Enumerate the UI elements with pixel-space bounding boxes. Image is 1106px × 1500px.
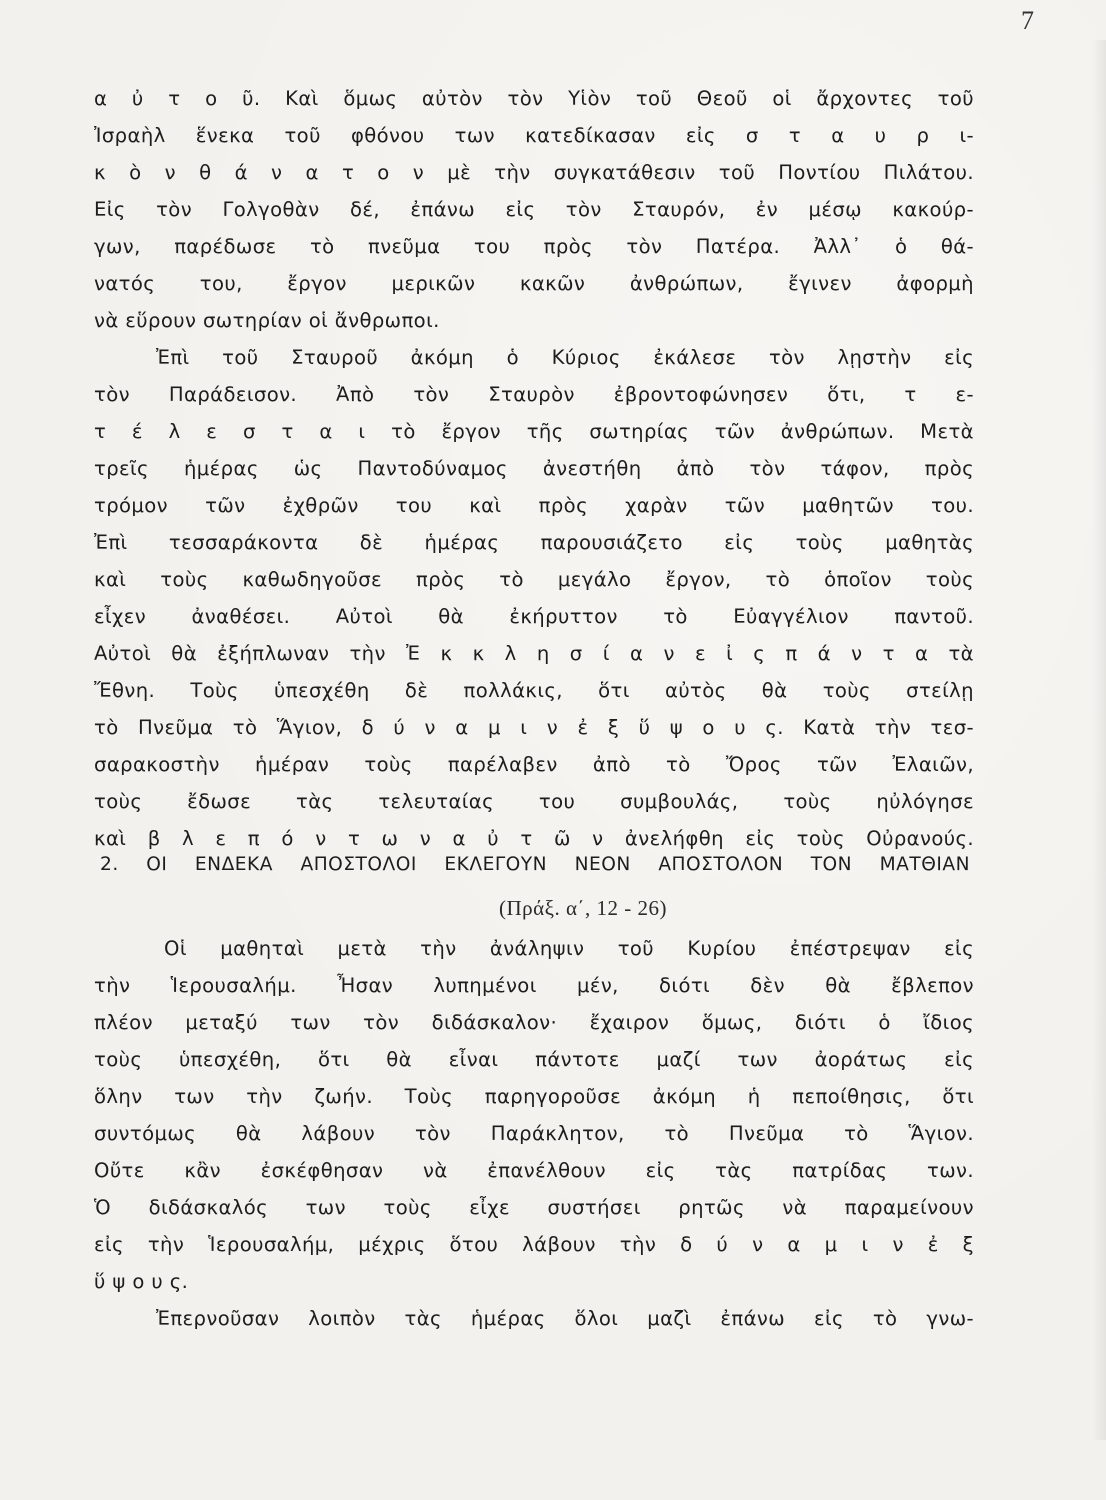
text-line: Ὁ διδάσκαλός των τοὺς εἶχε συστήσει ρητῶς νὰ παραμείνουν [94,1196,974,1219]
text-block-top [94,80,974,857]
text-line: τοὺς ἔδωσε τὰς τελευταίας του συμβουλάς, τοὺς ηὐλόγησε [94,790,974,813]
text-line: α ὐ τ ο ῦ. Καὶ ὅμως αὐτὸν τὸν Υἱὸν τοῦ Θεοῦ οἱ ἄρχοντες τοῦ [94,87,974,110]
page-edge-shadow [1092,40,1106,1440]
text-line: τ έ λ ε σ τ α ι τὸ ἔργον τῆς σωτηρίας τῶν ἀνθρώπων. Μετὰ [94,420,974,443]
page-number: 7 [1021,6,1034,35]
section-heading: 2. ΟΙ ΕΝΔΕΚΑ ΑΠΟΣΤΟΛΟΙ ΕΚΛΕΓΟΥΝ ΝΕΟΝ ΑΠΟΣΤΟΛΟΝ ΤΟΝ ΜΑΤΘΙΑΝ [100,854,970,875]
text-block-bottom [94,930,974,1337]
text-line: κ ὸ ν θ ά ν α τ ο ν μὲ τὴν συγκατάθεσιν τοῦ Ποντίου Πιλάτου. [94,161,974,184]
text-line: καὶ τοὺς καθωδηγοῦσε πρὸς τὸ μεγάλο ἔργον, τὸ ὁποῖον τοὺς [94,568,974,591]
text-line: συντόμως θὰ λάβουν τὸν Παράκλητον, τὸ Πνεῦμα τὸ Ἅγιον. [94,1122,974,1145]
text-line: εἰς τὴν Ἱερουσαλήμ, μέχρις ὅτου λάβουν τὴν δ ύ ν α μ ι ν ἐ ξ [94,1233,974,1256]
text-line: εἶχεν ἀναθέσει. Αὐτοὶ θὰ ἐκήρυττον τὸ Εὐαγγέλιον παντοῦ. [94,605,974,628]
text-line: τρόμον τῶν ἐχθρῶν του καὶ πρὸς χαρὰν τῶν μαθητῶν του. [94,494,974,517]
text-line: Ἐπὶ τοῦ Σταυροῦ ἀκόμη ὁ Κύριος ἐκάλεσε τὸν λῃστὴν εἰς [156,346,974,369]
text-line: Ἔθνη. Τοὺς ὑπεσχέθη δὲ πολλάκις, ὅτι αὐτὸς θὰ τοὺς στείλῃ [94,679,974,702]
text-line: Εἰς τὸν Γολγοθὰν δέ, ἐπάνω εἰς τὸν Σταυρόν, ἐν μέσῳ κακούρ- [94,198,974,221]
text-line: πλέον μεταξύ των τὸν διδάσκαλον· ἔχαιρον ὅμως, διότι ὁ ἴδιος [94,1011,974,1034]
text-line: Αὐτοὶ θὰ ἐξήπλωναν τὴν Ἐ κ κ λ η σ ί α ν ε ἰ ς π ά ν τ α τὰ [94,642,974,665]
text-line: Οἱ μαθηταὶ μετὰ τὴν ἀνάληψιν τοῦ Κυρίου ἐπέστρεψαν εἰς [164,937,974,960]
text-line: τοὺς ὑπεσχέθη, ὅτι θὰ εἶναι πάντοτε μαζί των ἀοράτως εἰς [94,1048,974,1071]
scripture-reference: (Πράξ. α΄, 12 - 26) [499,896,667,920]
text-line: τὸν Παράδεισον. Ἀπὸ τὸν Σταυρὸν ἐβροντοφώνησεν ὅτι, τ ε- [94,383,974,406]
text-line: νατός του, ἔργον μερικῶν κακῶν ἀνθρώπων, ἔγινεν ἀφορμὴ [94,272,974,295]
text-line: σαρακοστὴν ἡμέραν τοὺς παρέλαβεν ἀπὸ τὸ Ὄρος τῶν Ἐλαιῶν, [94,753,974,776]
text-line: καὶ β λ ε π ό ν τ ω ν α ὐ τ ῶ ν ἀνελήφθη εἰς τοὺς Οὐρανούς. [94,827,974,850]
text-line: γων, παρέδωσε τὸ πνεῦμα του πρὸς τὸν Πατέρα. Ἀλλ᾿ ὁ θά- [94,235,974,258]
text-line: Ἐπερνοῦσαν λοιπὸν τὰς ἡμέρας ὅλοι μαζὶ ἐπάνω εἰς τὸ γνω- [156,1307,974,1330]
text-line: τὸ Πνεῦμα τὸ Ἅγιον, δ ύ ν α μ ι ν ἐ ξ ὕ ψ ο υ ς. Κατὰ τὴν τεσ- [94,716,974,739]
text-line: Ἰσραὴλ ἕνεκα τοῦ φθόνου των κατεδίκασαν εἰς σ τ α υ ρ ι- [94,124,974,147]
text-line: Οὔτε κἂν ἐσκέφθησαν νὰ ἐπανέλθουν εἰς τὰς πατρίδας των. [94,1159,974,1182]
text-line: ὅλην των τὴν ζωήν. Τοὺς παρηγοροῦσε ἀκόμη ἡ πεποίθησις, ὅτι [94,1085,974,1108]
text-line: νὰ εὕρουν σωτηρίαν οἱ ἄνθρωποι. [94,309,440,332]
text-line: τὴν Ἱερουσαλήμ. Ἦσαν λυπημένοι μέν, διότι δὲν θὰ ἔβλεπον [94,974,974,997]
text-line: ὕ ψ ο υ ς. [94,1270,189,1293]
text-line: τρεῖς ἡμέρας ὡς Παντοδύναμος ἀνεστήθη ἀπὸ τὸν τάφον, πρὸς [94,457,974,480]
text-line: Ἐπὶ τεσσαράκοντα δὲ ἡμέρας παρουσιάζετο εἰς τοὺς μαθητὰς [94,531,974,554]
